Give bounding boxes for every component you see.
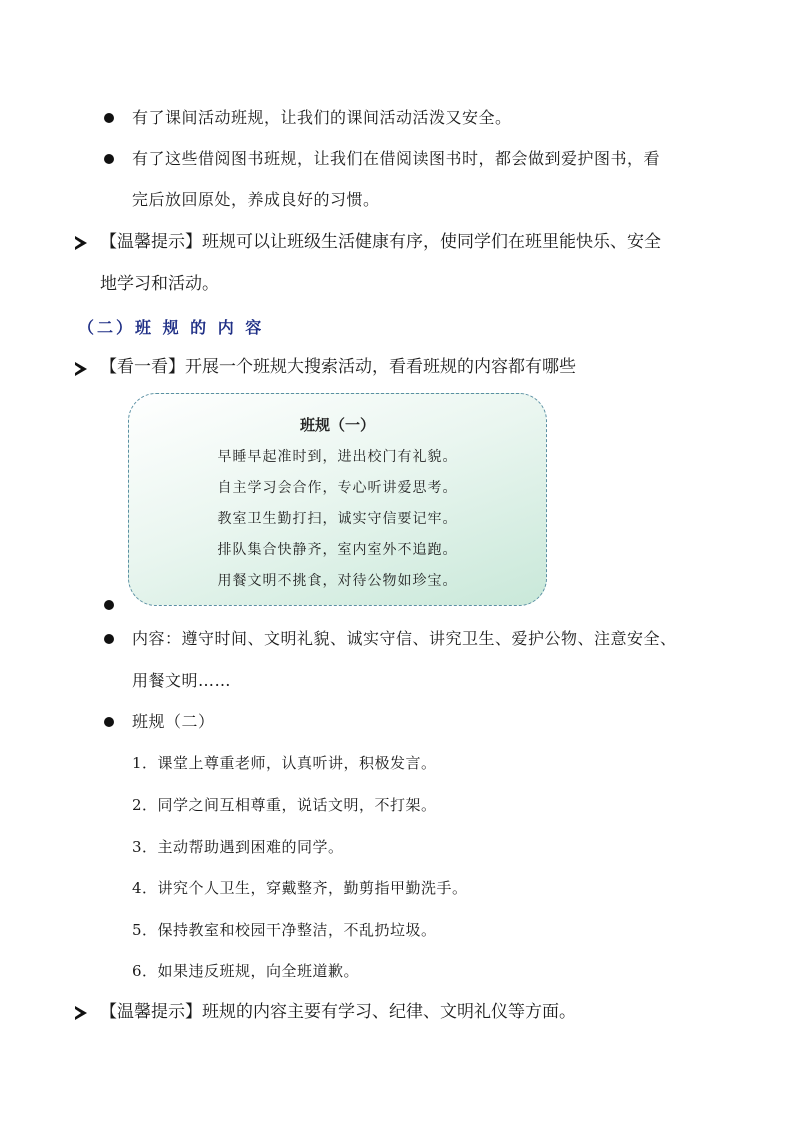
- rules2-item: 5．保持教室和校园干净整洁，不乱扔垃圾。: [132, 921, 437, 939]
- bullet-icon: [104, 600, 114, 610]
- bullet-icon: [104, 113, 114, 123]
- rules-card-line: 早睡早起准时到，进出校门有礼貌。: [217, 449, 458, 465]
- arrow-bullet-icon: [75, 236, 87, 250]
- rules-card: [128, 393, 547, 606]
- bullet-icon: [104, 634, 114, 644]
- rules-card-line: 用餐文明不挑食，对待公物如珍宝。: [217, 573, 458, 589]
- rules2-item: 3．主动帮助遇到困难的同学。: [132, 838, 344, 856]
- bullet-text-library-rules-cont: 完后放回原处，养成良好的习惯。: [132, 190, 380, 209]
- content-text-cont: 用餐文明……: [132, 671, 232, 690]
- bullet-icon: [104, 154, 114, 164]
- rules-card-line: 排队集合快静齐，室内室外不追跑。: [217, 542, 458, 558]
- bullet-text-activity-rules: 有了课间活动班规，让我们的课间活动活泼又安全。: [132, 108, 512, 127]
- tip-text: 【温馨提示】班规可以让班级生活健康有序，使同学们在班里能快乐、安全: [100, 232, 661, 252]
- rules2-item: 6．如果违反班规，向全班道歉。: [132, 962, 360, 980]
- arrow-bullet-icon: [75, 1006, 87, 1020]
- rules2-label: 班规（二）: [132, 712, 215, 731]
- look-text: 【看一看】开展一个班规大搜索活动，看看班规的内容都有哪些: [100, 357, 576, 377]
- tip2-text: 【温馨提示】班规的内容主要有学习、纪律、文明礼仪等方面。: [100, 1002, 576, 1022]
- bullet-text-library-rules: 有了这些借阅图书班规，让我们在借阅读图书时，都会做到爱护图书，看: [132, 149, 661, 168]
- tip-text-cont: 地学习和活动。: [100, 274, 219, 294]
- arrow-bullet-icon: [75, 362, 87, 376]
- rules-card-line: 教室卫生勤打扫，诚实守信要记牢。: [217, 511, 458, 527]
- rules2-item: 1．课堂上尊重老师，认真听讲，积极发言。: [132, 754, 437, 772]
- section-heading: （二）班 规 的 内 容: [78, 318, 265, 337]
- rules2-item: 2．同学之间互相尊重，说话文明，不打架。: [132, 796, 437, 814]
- bullet-icon: [104, 717, 114, 727]
- rules2-item: 4．讲究个人卫生，穿戴整齐，勤剪指甲勤洗手。: [132, 879, 468, 897]
- rules-card-line: 自主学习会合作，专心听讲爱思考。: [217, 480, 458, 496]
- rules-card-title: 班规（一）: [299, 416, 375, 434]
- content-text: 内容：遵守时间、文明礼貌、诚实守信、讲究卫生、爱护公物、注意安全、: [132, 629, 677, 648]
